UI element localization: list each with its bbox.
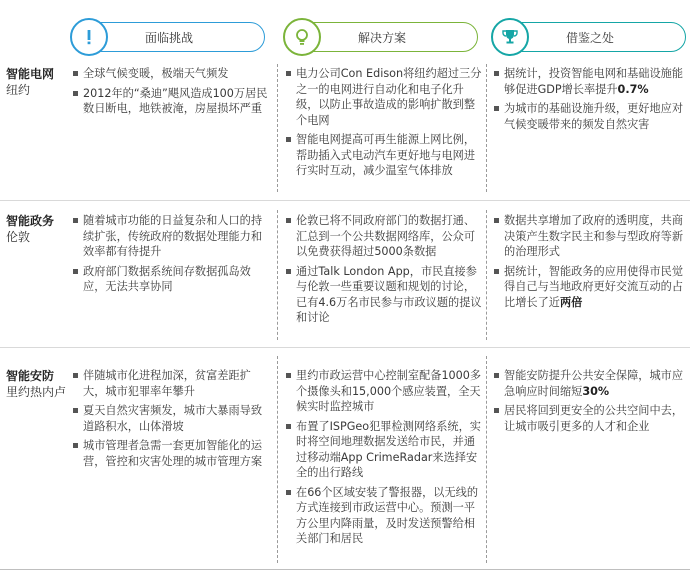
row-name: 智能政务 [6, 214, 55, 228]
column-divider [486, 64, 487, 192]
list-item: 伴随城市化进程加深，贫富差距扩大，城市犯罪率年攀升 [73, 368, 268, 399]
solution-cell [286, 66, 483, 183]
row-title-smart-grid [6, 66, 54, 98]
row-divider [0, 347, 690, 348]
column-divider [486, 356, 487, 563]
list-item: 布置了ISPGeo犯罪检测网络系统，实时将空间地理数据发送给市民，并通过移动端App CrimeRadar来选择安全的出行路线 [286, 419, 483, 481]
list-item: 居民将回到更安全的公共空间中去，让城市吸引更多的人才和企业 [494, 403, 690, 434]
list-item: 电力公司Con Edison将纽约超过三分之一的电网进行自动化和电子化升级，以防止事故造成的影响扩散到整个电网 [286, 66, 483, 128]
list-item: 2012年的“桑迪”飓风造成100万居民数日断电，地铁被淹，房屋损坏严重 [73, 86, 268, 117]
list-item: 通过Talk London App，市民直接参与伦敦一些重要议题和规划的讨论，已有4.6万名市民参与市政议题的提议和讨论 [286, 264, 483, 326]
challenge-cell [73, 213, 268, 299]
challenge-cell [73, 368, 268, 473]
row-name: 智能安防 [6, 369, 55, 383]
row-city: 里约热内卢 [6, 385, 67, 399]
column-divider [486, 210, 487, 340]
highlight-value: 两倍 [559, 295, 583, 309]
exclamation-icon [70, 18, 108, 56]
list-item: 里约市政运营中心控制室配备1000多个摄像头和15,000个感应装置，全天候实时监控城市 [286, 368, 483, 415]
list-item: 在66个区域安装了警报器，以无线的方式连接到市政运营中心。预测一平方公里内降雨量，及时发送预警给相关部门和居民 [286, 485, 483, 547]
row-divider [0, 200, 690, 201]
row-title-smart-gov [6, 213, 54, 245]
list-item: 政府部门数据系统间存数据孤岛效应，无法共享协同 [73, 264, 268, 295]
column-divider [277, 356, 278, 563]
list-item: 随着城市功能的日益复杂和人口的持续扩张，传统政府的数据处理能力和效率都有待提升 [73, 213, 268, 260]
lightbulb-icon [283, 18, 321, 56]
list-item: 智能电网提高可再生能源上网比例，帮助插入式电动汽车更好地与电网进行实时互动，减少温室气体排放 [286, 132, 483, 179]
highlight-value: 30% [582, 384, 610, 398]
bottom-border [0, 569, 690, 570]
header-lesson-label: 借鉴之处 [565, 30, 614, 45]
trophy-icon [491, 18, 529, 56]
row-city: 伦敦 [6, 230, 31, 244]
header-challenge [73, 22, 265, 52]
column-divider [277, 210, 278, 340]
header-lesson [494, 22, 686, 52]
list-item: 夏天自然灾害频发，城市大暴雨导致道路积水，山体滑坡 [73, 403, 268, 434]
list-item: 据统计，投资智能电网和基础设施能够促进GDP增长率提升0.7% [494, 66, 690, 97]
list-item: 城市管理者急需一套更加智能化的运营，管控和灾害处理的城市管理方案 [73, 438, 268, 469]
list-item: 数据共享增加了政府的透明度，共商决策产生数字民主和参与型政府等新的治理形式 [494, 213, 690, 260]
list-item: 伦敦已将不同政府部门的数据打通、汇总到一个公共数据网络库，公众可以免费获得超过5000条数据 [286, 213, 483, 260]
lesson-cell [494, 66, 690, 136]
row-name: 智能电网 [6, 67, 55, 81]
list-item: 全球气候变暖，极端天气频发 [73, 66, 268, 82]
row-city: 纽约 [6, 83, 31, 97]
highlight-value: 0.7% [617, 82, 649, 96]
header-solution-label: 解决方案 [357, 30, 406, 45]
lesson-cell [494, 213, 690, 314]
list-item: 据统计，智能政务的应用使得市民觉得自己与当地政府更好交流互动的占比增长了近两倍 [494, 264, 690, 311]
column-divider [277, 64, 278, 192]
challenge-cell [73, 66, 268, 121]
header-challenge-label: 面临挑战 [144, 30, 193, 45]
list-item: 为城市的基础设施升级，更好地应对气候变暖带来的频发自然灾害 [494, 101, 690, 132]
row-title-smart-security [6, 368, 66, 400]
list-item: 智能安防提升公共安全保障，城市应急响应时间缩短30% [494, 368, 690, 399]
header-solution [286, 22, 478, 52]
solution-cell [286, 368, 483, 551]
lesson-cell [494, 368, 690, 438]
solution-cell [286, 213, 483, 330]
